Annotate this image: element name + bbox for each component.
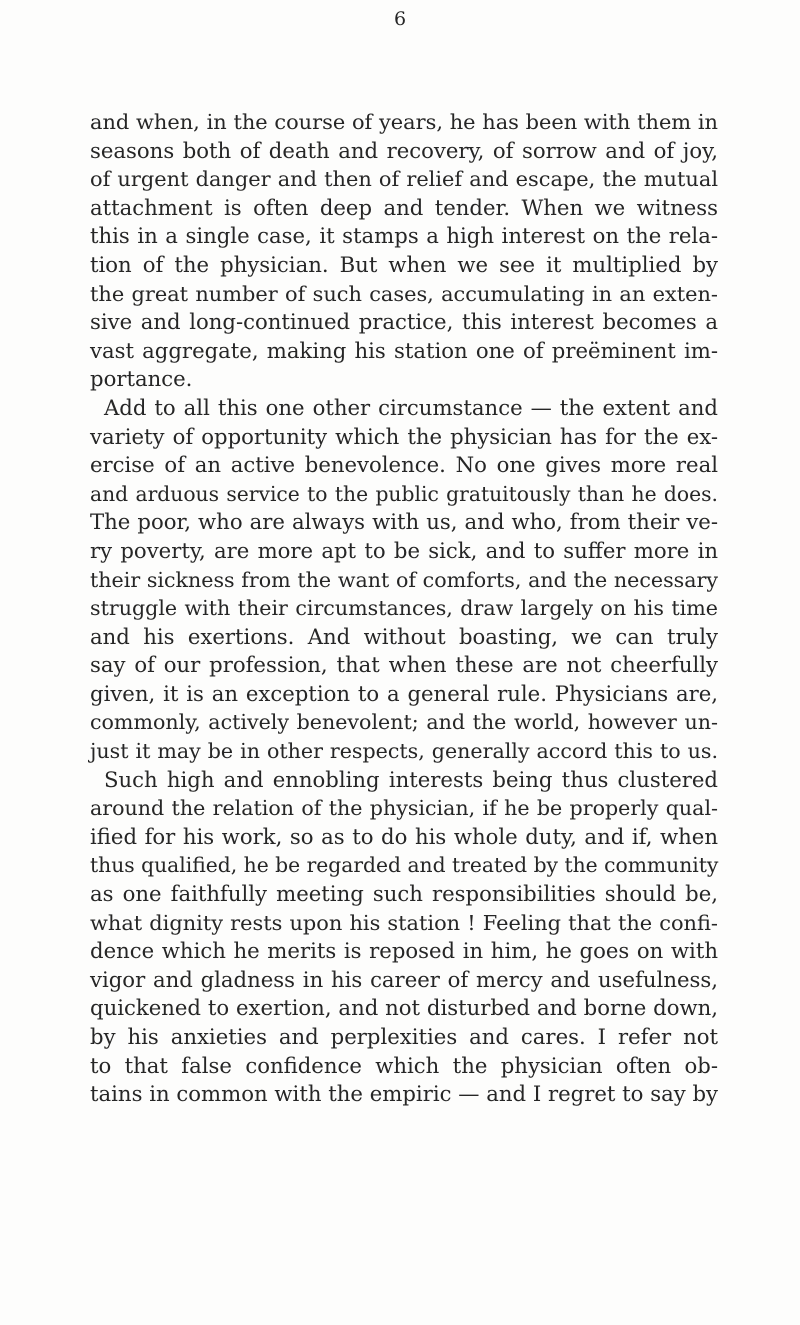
- text-line: quickened to exertion, and not disturbed and borne down,: [90, 995, 718, 1021]
- text-line: struggle with their circumstances, draw largely on his time: [90, 596, 718, 621]
- text-line: ry poverty, are more apt to be sick, and to suffer more in: [90, 537, 718, 563]
- text-line: say of our profession, that when these are not cheerfully: [90, 652, 718, 678]
- text-line: variety of opportunity which the physician has for the ex-: [90, 423, 718, 449]
- text-line: ercise of an active benevolence. No one gives more real: [90, 452, 718, 478]
- text-line: tion of the physician. But when we see it multiplied by: [90, 251, 718, 277]
- text-line: Add to all this one other circumstance — the extent and: [104, 394, 718, 420]
- text-line: Such high and ennobling interests being thus clustered: [104, 766, 718, 792]
- text-line: the great number of such cases, accumulating in an exten-: [90, 281, 718, 306]
- text-line: just it may be in other respects, generally accord this to us.: [90, 739, 718, 764]
- body-text: [90, 108, 718, 1109]
- text-line: their sickness from the want of comforts, and the necessary: [90, 567, 718, 592]
- text-line: and his exertions. And without boasting, we can truly: [90, 623, 718, 649]
- text-line: around the relation of the physician, if he be properly qual-: [90, 796, 718, 821]
- text-line: attachment is often deep and tender. When we witness: [90, 194, 718, 220]
- text-line: tains in common with the empiric — and I regret to say by: [90, 1081, 718, 1107]
- text-line: thus qualified, he be regarded and treated by the community: [90, 853, 719, 878]
- text-line: seasons both of death and recovery, of sorrow and of joy,: [90, 137, 718, 163]
- text-line: as one faithfully meeting such responsibilities should be,: [90, 881, 718, 907]
- text-line: dence which he merits is reposed in him, he goes on with: [90, 938, 718, 964]
- text-line: The poor, who are always with us, and who, from their ve-: [90, 509, 718, 535]
- text-line: sive and long-continued practice, this interest becomes a: [90, 309, 718, 335]
- text-line: given, it is an exception to a general rule. Physicians are,: [90, 680, 718, 706]
- text-line: vigor and gladness in his career of mercy and usefulness,: [90, 966, 718, 992]
- text-line: commonly, actively benevolent; and the world, however un-: [90, 710, 718, 735]
- text-line: by his anxieties and perplexities and cares. I refer not: [90, 1024, 718, 1049]
- text-line: of urgent danger and then of relief and escape, the mutual: [90, 167, 718, 192]
- text-line: vast aggregate, making his station one of preëminent im-: [90, 337, 718, 363]
- text-line: ified for his work, so as to do his whole duty, and if, when: [90, 823, 718, 849]
- text-line: this in a single case, it stamps a high interest on the rela-: [90, 223, 718, 249]
- text-line: what dignity rests upon his station ! Feeling that the confi-: [90, 910, 718, 935]
- page-number: 6: [393, 8, 407, 30]
- text-line: and arduous service to the public gratuitously than he does.: [90, 481, 718, 506]
- text-line: portance.: [90, 366, 193, 392]
- text-line: to that false confidence which the physician often ob-: [90, 1052, 718, 1078]
- text-line: and when, in the course of years, he has been with them in: [90, 110, 718, 134]
